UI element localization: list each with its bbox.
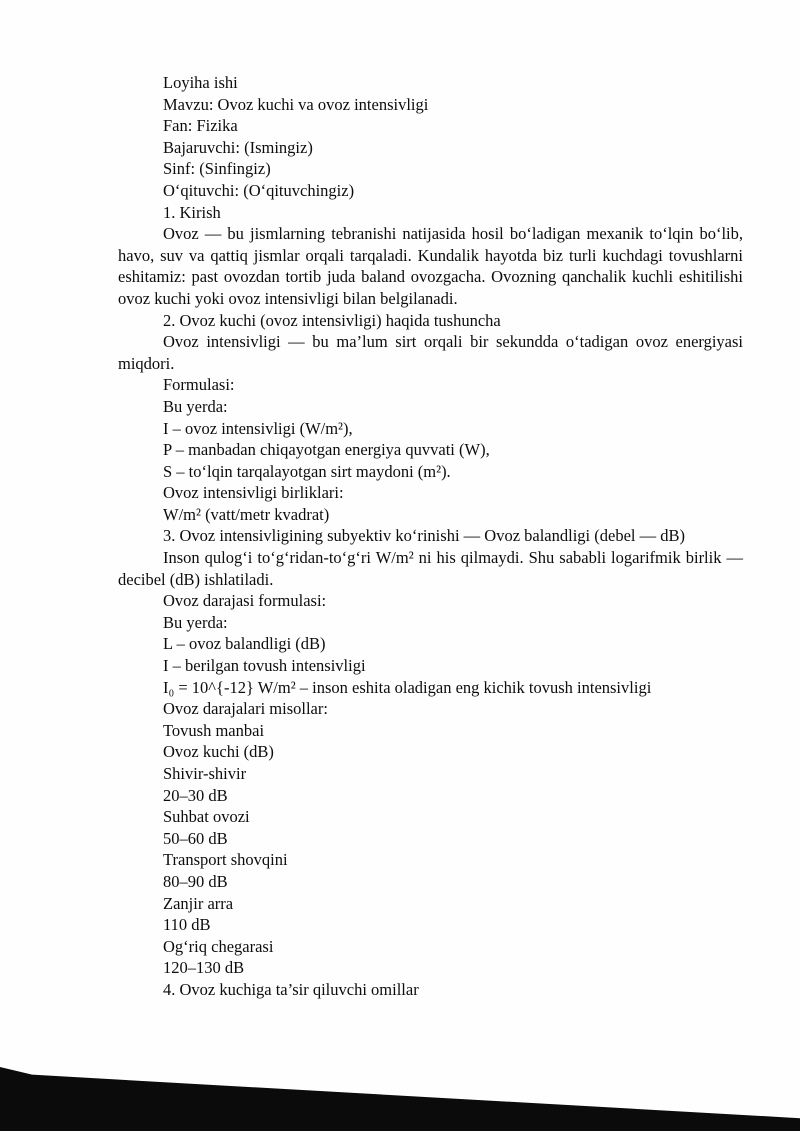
doc-line: 80–90 dB [163,871,228,891]
doc-line: Transport shovqini [163,850,288,870]
doc-line: Shivir-shivir [163,764,247,783]
doc-line: Mavzu: Ovoz kuchi va ovoz intensivligi [163,94,429,114]
doc-line: 120–130 dB [163,958,245,978]
doc-line: Loyiha ishi [163,73,238,92]
doc-line: Og‘riq chegarasi [163,936,274,956]
doc-line: 50–60 dB [163,828,228,848]
doc-line: Ovoz intensivligi — bu ma’lum sirt orqali bir sekundda o‘tadigan ovoz energiyasi miqdori. [118,332,743,373]
doc-line: 110 dB [163,915,211,935]
doc-line: Bu yerda: [163,612,228,632]
doc-line: 20–30 dB [163,785,228,805]
doc-line: 3. Ovoz intensivligining subyektiv ko‘rinishi — Ovoz balandligi (debel — dB) [163,526,685,546]
doc-line: Inson qulog‘i to‘g‘ridan-to‘g‘ri W/m² ni his qilmaydi. Shu sababli logarifmik birlik — decibel (dB) ishlatiladi. [118,548,743,589]
doc-line: Tovush manbai [163,720,265,740]
doc-line: I₀ = 10^{-12} W/m² – inson eshita oladigan eng kichik tovush intensivligi [163,677,652,697]
doc-line: I – ovoz intensivligi (W/m²), [163,418,353,438]
doc-line: S – to‘lqin tarqalayotgan sirt maydoni (m²). [163,461,451,481]
doc-line: Ovoz intensivligi birliklari: [163,483,344,503]
document-content [118,72,743,1001]
doc-line: P – manbadan chiqayotgan energiya quvvati (W), [163,440,490,460]
doc-line: Ovoz darajalari misollar: [163,699,328,719]
doc-line: Sinf: (Sinfingiz) [163,159,271,179]
doc-line: L – ovoz balandligi (dB) [163,634,326,654]
doc-line: 4. Ovoz kuchiga ta’sir qiluvchi omillar [163,979,419,999]
doc-line: O‘qituvchi: (O‘qituvchingiz) [163,180,355,200]
doc-line: Ovoz darajasi formulasi: [163,591,327,611]
scan-artifact [0,1067,800,1131]
doc-line: Zanjir arra [163,893,234,913]
doc-line: Suhbat ovozi [163,807,250,827]
doc-line: Formulasi: [163,375,235,395]
doc-line: I – berilgan tovush intensivligi [163,656,366,676]
doc-line: Bajaruvchi: (Ismingiz) [163,137,313,157]
doc-line: Bu yerda: [163,396,228,416]
doc-line: Ovoz — bu jismlarning tebranishi natijasida hosil bo‘ladigan mexanik to‘lqin bo‘lib, havo, suv va qattiq jismlar orqali tarqaladi. Kundalik hayotda biz turli kuchdagi tovushlarni eshitamiz: past ovozdan tortib juda baland ovozgacha. Ovozning qanchalik kuchli eshitilishi ovoz kuchi yoki ovoz intensivligi bilan belgilanadi. [118,224,743,308]
doc-line: 2. Ovoz kuchi (ovoz intensivligi) haqida tushuncha [163,310,501,330]
doc-line: Fan: Fizika [163,116,238,136]
doc-line: Ovoz kuchi (dB) [163,742,274,762]
doc-line: 1. Kirish [163,202,221,222]
doc-line: W/m² (vatt/metr kvadrat) [163,504,330,524]
